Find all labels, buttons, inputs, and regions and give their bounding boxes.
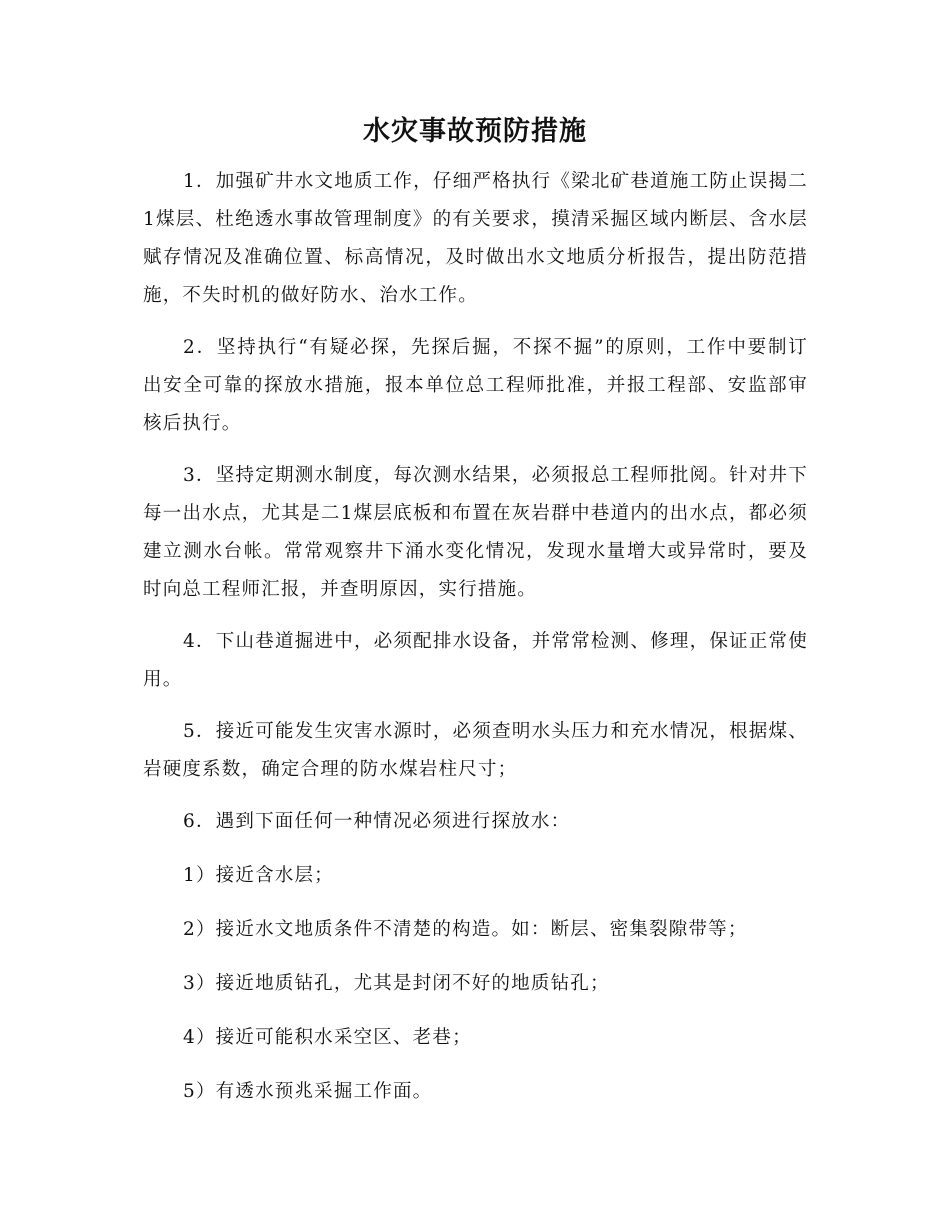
list-item-1: 1）接近含水层； — [183, 865, 334, 886]
paragraph-5: 5．接近可能发生灾害水源时，必须查明水头压力和充水情况，根据煤、岩硬度系数，确定合理的防水煤岩柱尺寸； — [143, 721, 808, 780]
document-body — [143, 163, 808, 1111]
list-item-5: 5）有透水预兆采掘工作面。 — [183, 1081, 433, 1102]
document-title: 水灾事故预防措施 — [363, 116, 587, 147]
paragraph-3: 3．坚持定期测水制度，每次测水结果，必须报总工程师批阅。针对井下每一出水点，尤其是二1煤层底板和布置在灰岩群中巷道内的出水点，都必须建立测水台帐。常常观察井下涌水变化情况，发现水量增大或异常时，要及时向总工程师汇报，并查明原因，实行措施。 — [143, 465, 808, 600]
list-item-3: 3）接近地质钻孔，尤其是封闭不好的地质钻孔； — [183, 973, 610, 994]
paragraph-4: 4．下山巷道掘进中，必须配排水设备，并常常检测、修理，保证正常使用。 — [143, 631, 808, 690]
paragraph-2: 2．坚持执行“有疑必探，先探后掘，不探不掘”的原则，工作中要制订出安全可靠的探放水措施，报本单位总工程师批准，并报工程部、安监部审核后执行。 — [143, 337, 808, 434]
list-item-2: 2）接近水文地质条件不清楚的构造。如：断层、密集裂隙带等； — [183, 919, 748, 940]
paragraph-1: 1．加强矿井水文地质工作，仔细严格执行《梁北矿巷道施工防止误揭二1煤层、杜绝透水事故管理制度》的有关要求，摸清采掘区域内断层、含水层赋存情况及准确位置、标高情况，及时做出水文地质分析报告，提出防范措施，不失时机的做好防水、治水工作。 — [143, 171, 808, 306]
list-item-4: 4）接近可能积水采空区、老巷； — [183, 1027, 472, 1048]
paragraph-6: 6．遇到下面任何一种情况必须进行探放水： — [183, 811, 571, 832]
